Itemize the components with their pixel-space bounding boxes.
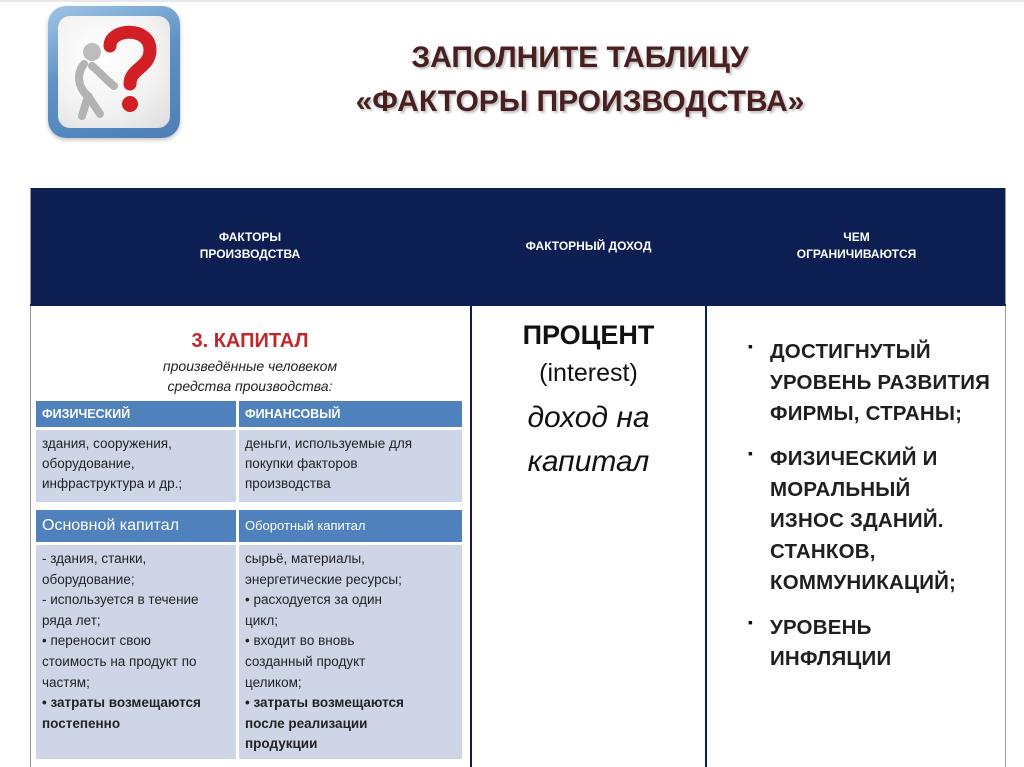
income-desc-line-1: доход на (527, 401, 650, 434)
working-capital-header: Оборотный капитал (239, 510, 462, 542)
text-line: производства (245, 476, 331, 491)
header-limits-line-1: ЧЕМ (843, 230, 870, 244)
text-line-bold (42, 693, 230, 714)
text-line: • переносит свою (42, 633, 151, 649)
text-line: СТАНКОВ, (770, 540, 876, 563)
bold-text: затраты возмещаются (50, 695, 201, 711)
text-line: энергетические ресурсы; (245, 571, 402, 587)
income-english: (interest) (539, 359, 638, 387)
financial-header: ФИНАНСОВЫЙ (239, 401, 462, 427)
list-item (748, 336, 1008, 429)
text-line: • входит во вновь (245, 633, 355, 649)
header-income-text: ФАКТОРНЫЙ ДОХОД (525, 238, 652, 253)
income-description (472, 396, 705, 484)
text-line-bold: после реализации (245, 715, 368, 731)
title-line-2: «ФАКТОРЫ ПРОИЗВОДСТВА» (355, 85, 805, 118)
working-capital-description (239, 545, 462, 759)
top-divider (0, 0, 1024, 2)
text-line: здания, сооружения, (42, 436, 172, 451)
text-line: КОММУНИКАЦИЙ; (770, 571, 957, 594)
text-line: ИЗНОС ЗДАНИЙ. (770, 509, 944, 532)
physical-description (36, 430, 236, 502)
header-factors (30, 188, 470, 304)
factors-table (30, 188, 1006, 767)
text-line: УРОВЕНЬ (770, 616, 872, 639)
text-line: ряда лет; (42, 612, 101, 628)
question-mark-figure-icon (58, 16, 170, 128)
fixed-capital-header: Основной капитал (36, 510, 236, 542)
text-line: целиком; (245, 674, 302, 690)
text-line: МОРАЛЬНЫЙ (770, 478, 911, 501)
physical-header: ФИЗИЧЕСКИЙ (36, 401, 236, 427)
text-line: деньги, используемые для (245, 436, 413, 451)
header-factors-line-2: ПРОИЗВОДСТВА (199, 247, 301, 261)
page-title (240, 36, 920, 124)
table-border-left (30, 188, 31, 767)
bold-text: затраты возмещаются (253, 695, 404, 711)
factor-income (472, 316, 705, 484)
header-divider (30, 304, 1006, 306)
limits-list (748, 336, 1008, 688)
list-item (748, 612, 1008, 674)
financial-description (239, 430, 462, 502)
bullet-prefix: • (42, 695, 51, 711)
text-line-bold: продукции (245, 736, 318, 752)
text-line-bold: постепенно (42, 715, 121, 731)
text-line: сырьё, материалы, (245, 551, 365, 566)
header-limits-line-2: ОГРАНИЧИВАЮТСЯ (796, 247, 917, 261)
text-line: покупки факторов (245, 456, 358, 471)
text-line: созданный продукт (245, 653, 366, 669)
text-line: ИНФЛЯЦИИ (770, 647, 892, 670)
square-bullet-icon: ▪ (748, 445, 753, 461)
header-income (472, 188, 705, 304)
fixed-capital-description (36, 545, 236, 759)
income-desc-line-2: капитал (527, 445, 650, 478)
bullet-prefix: • (245, 695, 254, 711)
capital-desc-line-2: средства производства: (167, 378, 333, 394)
text-line: ДОСТИГНУТЫЙ (770, 340, 931, 363)
text-line: стоимость на продукт по (42, 653, 197, 669)
text-line: • расходуется за один (245, 592, 382, 608)
text-line: ФИЗИЧЕСКИЙ И (770, 447, 938, 470)
text-line: инфраструктура и др.; (42, 476, 183, 491)
text-line: - здания, станки, (42, 551, 147, 566)
square-bullet-icon: ▪ (748, 614, 753, 630)
text-line-bold (245, 693, 456, 714)
text-line: ФИРМЫ, СТРАНЫ; (770, 402, 963, 425)
square-bullet-icon: ▪ (748, 338, 753, 354)
text-line: оборудование; (42, 571, 135, 587)
text-line: - используется в течение (42, 592, 199, 608)
header-factors-line-1: ФАКТОРЫ (218, 230, 282, 244)
logo (48, 6, 180, 138)
capital-title: 3. КАПИТАЛ (191, 330, 309, 352)
text-line: УРОВЕНЬ РАЗВИТИЯ (770, 371, 991, 394)
income-title: ПРОЦЕНТ (522, 320, 655, 350)
capital-desc-line-1: произведённые человеком (162, 358, 338, 374)
header-limits (707, 188, 1006, 304)
text-line: оборудование, (42, 456, 135, 471)
capital-description (30, 356, 470, 396)
list-item (748, 443, 1008, 598)
text-line: цикл; (245, 612, 278, 628)
text-line: частям; (42, 674, 90, 690)
title-line-1: ЗАПОЛНИТЕ ТАБЛИЦУ (411, 41, 749, 74)
column-divider-2 (705, 188, 707, 767)
